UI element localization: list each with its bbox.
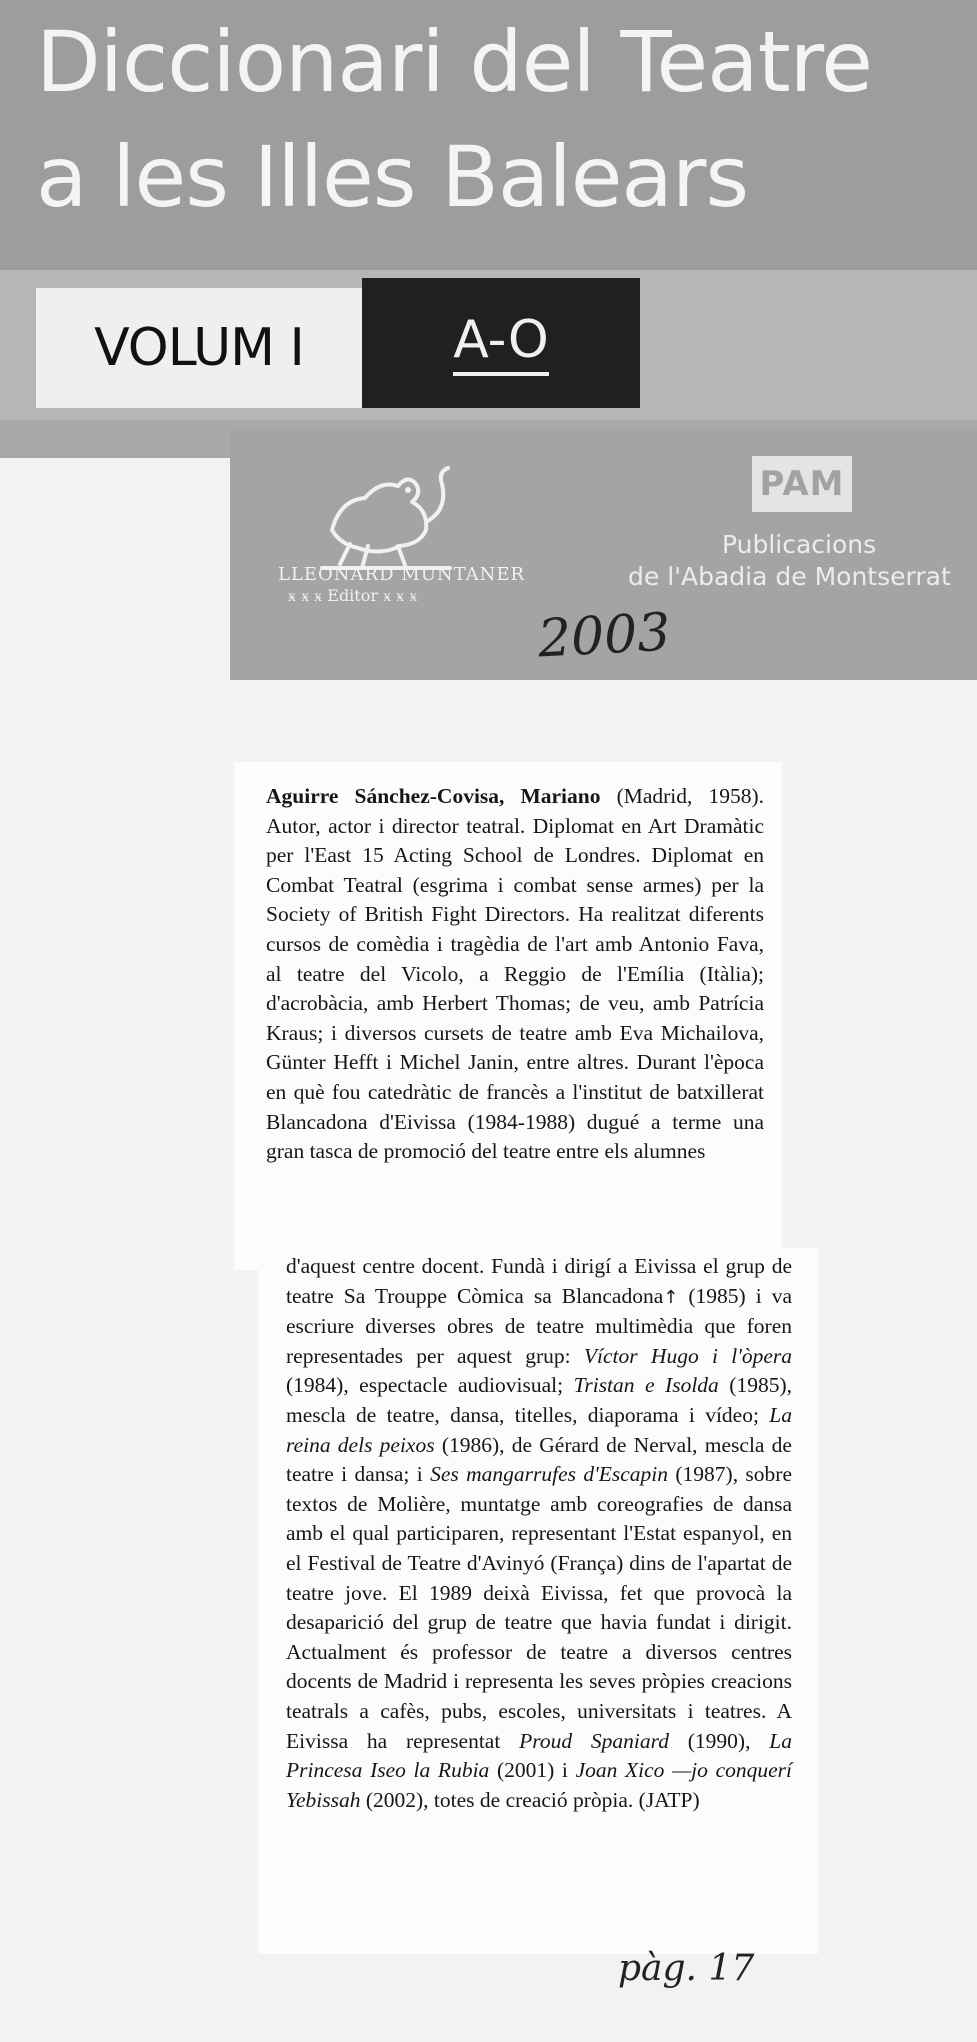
entry-text: (1985), mescla de teatre, dansa, titelles, diaporama i vídeo;	[286, 1373, 792, 1427]
entry-text: (1990),	[668, 1728, 770, 1753]
pam-logo-icon: PAM	[752, 456, 852, 512]
entry-clipping-2	[258, 1248, 818, 1954]
publisher-leonard-name: LLEONARD MUNTANER	[278, 564, 526, 585]
entry-headword: Aguirre Sánchez-Covisa, Mariano	[266, 784, 601, 808]
work-title: La reina dels peixos	[286, 1402, 792, 1457]
publisher-leonard-subtitle: ӿ ӿ ӿ Editor ӿ ӿ ӿ	[288, 586, 418, 605]
entry-paragraph-part-1	[234, 762, 782, 1167]
entry-text: (1985) i va escriure diverses obres de teatre multimèdia que foren representades per aquest grup:	[286, 1283, 792, 1368]
entry-text: (2001) i	[489, 1758, 576, 1783]
entry-text: (1986), de Gérard de Nerval, mescla de teatre i dansa; i	[286, 1432, 792, 1487]
lion-logo-icon	[310, 460, 460, 580]
handwritten-page-number: pàg. 17	[618, 1948, 755, 1989]
volume-range-box	[362, 278, 640, 408]
entry-text: (2002), totes de creació pròpia. (JATP)	[360, 1787, 700, 1812]
entry-paragraph-part-2	[258, 1248, 818, 1815]
publisher-pam-line-1: Publicacions	[722, 530, 877, 559]
publisher-pam-line-2: de l'Abadia de Montserrat	[628, 562, 951, 591]
work-title: Ses mangarrufes d'Escapin	[430, 1462, 668, 1487]
entry-text: d'aquest centre docent. Fundà i dirigí a Eivissa el grup de teatre Sa Trouppe Còmica sa Blancadona	[286, 1254, 792, 1308]
volume-label: VOLUM I	[36, 288, 362, 408]
work-title: Tristan e Isolda	[573, 1373, 719, 1398]
book-title-line-1: Diccionari del Teatre	[36, 13, 872, 111]
cross-reference-arrow-icon: ↑	[663, 1286, 679, 1308]
entry-text: (1987), sobre textos de Molière, muntatge amb coreografies de dansa amb el qual participaren, representant l'Estat espanyol, en el Festival de Teatre d'Avinyó (França) dins de l'apartat de teatre jove. El 1989 deixà Eivissa, fet que provocà la desaparició del grup de teatre que havia fundat i dirigit. Actualment és professor de teatre a diversos centres docents de Madrid i representa les seves pròpies creacions teatrals a cafès, pubs, escoles, universitats i teatres. A Eivissa ha representat	[286, 1462, 793, 1753]
work-title: Joan Xico —jo conquerí Yebissah	[286, 1758, 792, 1812]
book-title-line-2: a les Illes Balears	[36, 128, 749, 226]
work-title: La Princesa Iseo la Rubia	[286, 1728, 792, 1783]
work-title: Víctor Hugo i l'òpera	[583, 1343, 792, 1368]
entry-text: (1984), espectacle audiovisual;	[286, 1373, 574, 1398]
handwritten-year: 2003	[536, 602, 672, 670]
work-title: Proud Spaniard	[519, 1728, 669, 1753]
entry-text: (Madrid, 1958). Autor, actor i director teatral. Diplomat en Art Dramàtic per l'East 15 Acting School de Londres. Diplomat en Combat Teatral (esgrima i combat sense armes) per la Society of British Fight Directors. Ha realitzat diferents cursos de comèdia i tragèdia de l'art amb Antonio Fava, al teatre del Vicolo, a Reggio de l'Emília (Itàlia); d'acrobàcia, amb Herbert Thomas; de veu, amb Patrícia Kraus; i diversos cursets de teatre amb Eva Michailova, Günter Hefft i Michel Janin, entre altres. Durant l'època en què fou catedràtic de francès a l'institut de batxillerat Blancadona d'Eivissa (1984-1988) dugué a terme una gran tasca de promoció del teatre entre els alumnes	[266, 784, 764, 1164]
volume-range: A-O	[453, 310, 549, 376]
entry-clipping-1	[234, 762, 782, 1270]
